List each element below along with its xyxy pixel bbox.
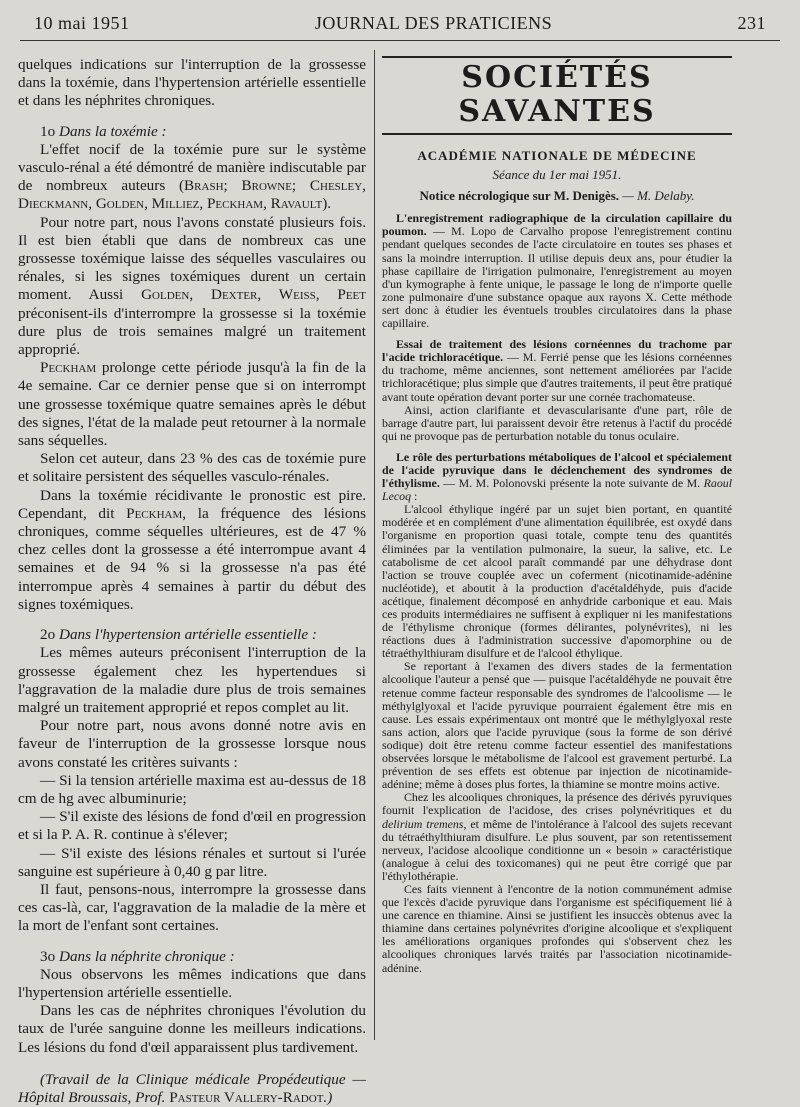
article-author: — M. Ferrié xyxy=(507,350,569,365)
header-rule xyxy=(20,40,780,41)
author-names: Brash; Browne; Chesley, Dieckmann, Golden, Milliez, Peckham, Ravault xyxy=(18,177,366,213)
paragraph xyxy=(382,791,732,883)
section-title: Dans la toxémie : xyxy=(58,122,167,140)
criterion-item: — S'il existe des lésions de fond d'œil en progression et si la P. A. R. continue à s'élever; xyxy=(18,808,366,844)
section-title: Dans l'hypertension artérielle essentielle : xyxy=(58,626,317,644)
section-number: 3o xyxy=(40,947,56,965)
page-number: 231 xyxy=(737,12,766,33)
paragraph: Nous observons les mêmes indications que dans l'hypertension artérielle essentielle. xyxy=(18,965,366,1001)
section-toxemia-heading xyxy=(18,123,366,141)
paragraph: L'alcool éthylique ingéré par un sujet bien portant, en quantité modérée et en complément d'une alimentation équilibrée, est oxydé dans l'organisme en proportion quasi totale, compte tenu des quantités éliminées par la ventilation pulmonaire, la sueur, la salive, etc. Le catabolisme de cet alcool paraît commandé par une déhydrase dont l'action se trouve couplée avec un coferment (nicotinamide-adénine nucléotide), et aboutit à la production d'acétaldéhyde, puis d'acide acétique, finalement décomposé en anhydride carbonique et eau. Mais ces produits intermédiaires ne suffisent à expliquer ni les manifestations de l'éthylisme chronique (formes délirantes, polynévrites), ni les réactions dues à l'administration successive d'apomorphine ou de tétraéthylthiuram disulfure et de l'alcool éthylique. xyxy=(382,502,732,661)
criterion-item: — Si la tension artérielle maxima est au-dessus de 18 cm de hg avec albuminurie; xyxy=(18,771,366,807)
section-number: 1o xyxy=(40,122,56,140)
section-number: 2o xyxy=(40,626,56,644)
intro-paragraph: quelques indications sur l'interruption de la grossesse dans la toxémie, dans l'hypertension artérielle essentielle et dans les néphrites chroniques. xyxy=(18,56,366,110)
author-name: Pasteur Vallery-Radot xyxy=(169,1088,324,1106)
author-name: Peckham xyxy=(40,359,97,377)
text: Pour notre part, nous l'avons constaté plusieurs fois. Il est bien établi que dans de nombreux cas une grossesse toxémique laisse des séquelles vasculaires ou rénales, si les signes toxémiques durent un certain moment. Aussi xyxy=(18,213,366,304)
paragraph: Les mêmes auteurs préconisent l'interruption de la grossesse également chez les hypertendues si l'aggravation de la maladie dure plus de trois semaines malgré un traitement approprié et repos complet au lit. xyxy=(18,644,366,716)
source-note xyxy=(18,1071,366,1107)
article-author: — M. Lopo de Carvalho xyxy=(432,224,564,239)
issue-date: 10 mai 1951 xyxy=(34,12,130,33)
section-banner-title: SOCIÉTÉS SAVANTES xyxy=(382,56,732,135)
journal-title: JOURNAL DES PRATICIENS xyxy=(314,12,553,33)
text: , la fréquence des lésions chroniques, comme séquelles ultérieures, est de 47 % chez celles dont la grossesse a été interrompue avant 4 semaines et de 94 % si la grossesse n'a pas été interrompue après 4 semaines à partir du début des signes toxémiques. xyxy=(18,504,366,613)
section-title: Dans la néphrite chronique : xyxy=(58,947,235,965)
notice-author: — M. Delaby. xyxy=(622,188,695,204)
text-italic: delirium tremens xyxy=(382,816,464,831)
author-names: Golden, Dexter, Weiss, Peet xyxy=(141,286,366,304)
criterion-item: — S'il existe des lésions rénales et surtout si l'urée sanguine est supérieure à 0,40 g par litre. xyxy=(18,844,366,880)
article-title: Le rôle des perturbations métaboliques de l'alcool et spécialement de l'acide pyruvique dans le déclenchement des syndromes de l'éthylisme. xyxy=(382,449,732,491)
right-column xyxy=(382,56,732,1056)
article-text: présente la note suivante de M. xyxy=(546,476,704,491)
paragraph xyxy=(18,214,366,360)
article-radiography xyxy=(382,212,732,330)
paragraph: Selon cet auteur, dans 23 % des cas de toxémie pure et solitaire persistent des séquelles vasculo-rénales. xyxy=(18,450,366,486)
session-date: Séance du 1er mai 1951. xyxy=(492,167,622,183)
article-trachoma xyxy=(382,338,732,403)
text: préconisent-ils d'interrompre la grossesse si la toxémie dure plus de trois semaines malgré un traitement approprié. xyxy=(18,304,366,359)
left-column xyxy=(18,56,366,1106)
text: ). xyxy=(322,195,332,213)
paragraph: Dans les cas de néphrites chroniques l'évolution du taux de l'urée sanguine donne les meilleurs indications. Les lésions du fond d'œil apparaissent plus tardivement. xyxy=(18,1002,366,1056)
obituary-notice xyxy=(382,189,732,202)
notice-title: Notice nécrologique sur M. Denigès. xyxy=(419,188,620,204)
article-text: : xyxy=(411,489,418,504)
article-text: propose l'enregistrement continu pendant quelques secondes de l'acte circulatoire en toutes ses phases et sans la moindre interruption. Il utilise depuis deux ans, pour étudier la phase capillaire de l'irrigation pulmonaire, l'enregistrement au moyen d'un kymographe à fente unique, le passage le long de n'importe quelle zone pulmonaire d'une substance opaque aux rayons X. Cette méthode sert donc à étudier les éventuels troubles circulatoires dans la phase capillaire. xyxy=(382,224,732,331)
article-title: Essai de traitement des lésions cornéennes du trachome par l'acide trichloracétique. xyxy=(382,337,732,365)
section-nephritis-heading xyxy=(18,948,366,966)
paragraph: Il faut, pensons-nous, interrompre la grossesse dans ces cas-là, car, l'aggravation de la maladie de la mère et la mort de l'enfant sont certaines. xyxy=(18,880,366,935)
text: prolonge cette période jusqu'à la fin de la 4e semaine. Car ce dernier pense que si on interrompt une grossesse toxémique quatre semaines après le début des signes, l'état de la malade peut retourner à la normale sans séquelles. xyxy=(18,359,366,450)
text: Dans la toxémie récidivante le pronostic est pire. Cependant, dit xyxy=(18,486,366,522)
article-text: pense que les lésions cornéennes du trachome, même anciennes, sont nettement améliorées par l'acide trichloracétique; plus simple que d'autres traitements, il peut être pratiqué avant toute opération devant porter sur une cornée trachomateuse. xyxy=(382,350,732,404)
presenter-name: Raoul Lecoq xyxy=(382,476,733,504)
text: .) xyxy=(323,1088,333,1106)
paragraph: Pour notre part, nous avons donné notre avis en faveur de l'interruption de la grossesse lorsque nous avons constaté les critères suivants : xyxy=(18,717,366,771)
section-hypertension-heading xyxy=(18,626,366,644)
text: (Travail de la Clinique médicale Propédeutique — Hôpital Broussais, Prof. xyxy=(18,1070,366,1106)
text: , et même de l'intolérance à l'alcool des sujets recevant du tétraéthylthiuram disulfure. Le plus souvent, par son retentissement nerveux, l'acidose alcoolique conditionne un « besoin » caractéristique (analogue à celui des toxicomanes) qui ne peut être corrigé que par l'éthylothérapie. xyxy=(382,816,732,883)
author-name: Peckham xyxy=(126,504,183,522)
article-alcohol xyxy=(382,451,732,503)
paragraph: Ces faits viennent à l'encontre de la notion communément admise que l'excès d'acide pyruvique dans l'organisme est spécifiquement lié à une carence en thiamine. Ainsi se justifient les insuccès obtenus avec la thiamine dans certaines polynévrites d'origine alcoolique et s'expliquent les améliorations organiques profondes qui s'observent chez les alcooliques chroniques larvés traités par l'association nicotinamide-adénine. xyxy=(382,881,732,975)
paragraph: Se reportant à l'examen des divers stades de la fermentation alcoolique l'auteur a pensé que — puisque l'acétaldéhyde ne pouvait être retenue comme facteur responsable des syndromes de l'alcoolisme — le méthylglyoxal et l'acide pyruvique pourraient également être mis en cause. Les essais expérimentaux ont montré que le méthylglyoxal reste sans action, alors que l'acide pyruvique (sous la forme de son dérivé sodique) doit être retenu comme facteur essentiel des manifestations observées lorsque le métabolisme de l'alcool est gravement perturbé. La prévention de ses effets est obtenue par injection de nicotinamide-adénine; même à doses plus fortes, la thiamine se montre moins active. xyxy=(382,659,732,792)
article-title: L'enregistrement radiographique de la circulation capillaire du poumon. xyxy=(382,211,732,239)
text: L'effet nocif de la toxémie pure sur le système vasculo-rénal a été démontré de manière indiscutable par de nombreux auteurs ( xyxy=(18,140,366,195)
paragraph: Ainsi, action clarifiante et devascularisante d'une part, rôle de barrage d'autre part, lui paraissent devoir être retenus à l'actif du procédé qui ne provoque pas de perturbation notable du tonus oculaire. xyxy=(382,402,732,443)
column-divider xyxy=(374,50,375,1040)
article-author: — M. M. Polonovski xyxy=(443,476,547,491)
paragraph xyxy=(18,141,366,214)
running-header xyxy=(34,8,766,38)
paragraph xyxy=(18,487,366,614)
text: Chez les alcooliques chroniques, la présence des dérivés pyruviques fournit l'explication de l'acidose, des crises polynévritiques et du xyxy=(382,790,732,818)
academy-heading: ACADÉMIE NATIONALE DE MÉDECINE xyxy=(417,148,697,163)
paragraph xyxy=(18,359,366,450)
